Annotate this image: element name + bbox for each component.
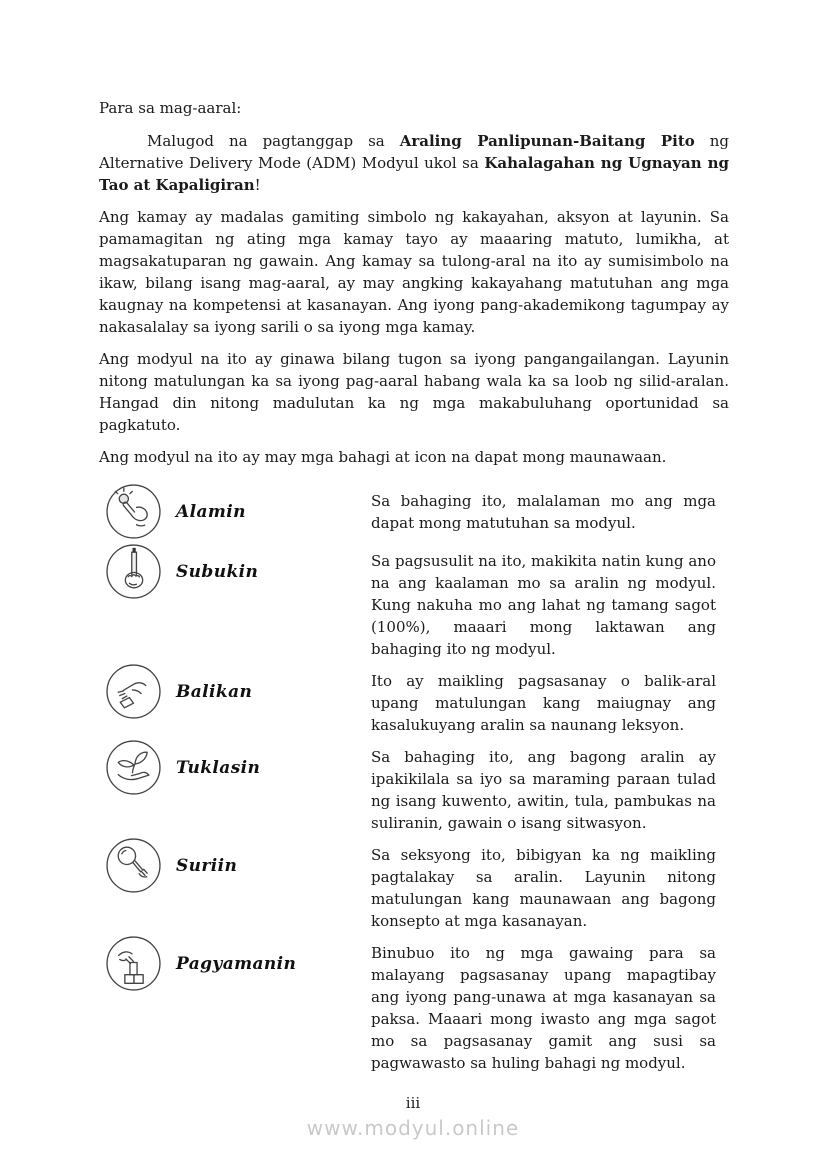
icons-intro-paragraph: Ang modyul na ito ay may mga bahagi at icon na dapat mong maunawaan. xyxy=(99,448,667,466)
row-left-suriin xyxy=(99,837,371,894)
salutation: Para sa mag-aaral: xyxy=(99,99,242,117)
section-description-tuklasin: Sa bahaging ito, ang bagong aralin ay ipakikilala sa iyo sa maraming paraan tulad ng isang kuwento, awitin, tula, pambukas na suliranin, gawain o isang sitwasyon. xyxy=(371,748,716,832)
watermark: www.modyul.online xyxy=(306,1116,520,1140)
icon-guide-row-pagyamanin xyxy=(99,935,729,1074)
section-description-balikan: Ito ay maikling pagsasanay o balik-aral upang matulungan kang maiugnay ang kasalukuyang aralin sa naunang leksyon. xyxy=(371,672,716,734)
section-description-subukin: Sa pagsusulit na ito, makikita natin kung ano na ang kaalaman mo sa aralin ng modyul. Kung nakuha mo ang lahat ng tamang sagot (100%), maaari mong laktawan ang bahaging ito ng modyul. xyxy=(371,552,716,658)
suriin-magnifier-icon xyxy=(105,837,162,894)
welcome-paragraph: Malugod na pagtanggap sa Araling Panlipunan-Baitang Pito ng Alternative Delivery Mode (ADM) Modyul ukol sa Kahalagahan ng Ugnayan ng Tao at Kapaligiran! xyxy=(99,132,729,194)
row-left-subukin xyxy=(99,543,371,600)
icon-guide-row-subukin xyxy=(99,543,729,660)
row-left-alamin xyxy=(99,483,371,540)
row-left-pagyamanin xyxy=(99,935,371,992)
page-number: iii xyxy=(405,1094,421,1112)
section-label-alamin: Alamin xyxy=(176,501,246,522)
section-description-pagyamanin: Binubuo ito ng mga gawaing para sa malayang pagsasanay upang mapagtibay ang iyong pang-unawa at mga kasanayan sa paksa. Maaari mong iwasto ang mga sagot mo sa pagsasanay gamit ang susi sa pagwawasto sa huling bahagi ng modyul. xyxy=(371,944,716,1072)
subukin-hand-pencil-icon xyxy=(105,543,162,600)
section-label-tuklasin: Tuklasin xyxy=(176,757,261,778)
alamin-hand-click-icon xyxy=(105,483,162,540)
section-description-alamin: Sa bahaging ito, malalaman mo ang mga dapat mong matutuhan sa modyul. xyxy=(371,492,716,532)
section-label-suriin: Suriin xyxy=(176,855,238,876)
module-purpose-paragraph: Ang modyul na ito ay ginawa bilang tugon sa iyong pangangailangan. Layunin nitong matulungan ka sa iyong pag-aaral habang wala ka sa loob ng silid-aralan. Hangad din nitong madulutan ka ng mga makabuluhang oportunidad sa pagkatuto. xyxy=(99,350,729,434)
section-label-balikan: Balikan xyxy=(176,681,253,702)
hand-symbol-paragraph: Ang kamay ay madalas gamiting simbolo ng kakayahan, aksyon at layunin. Sa pamamagitan ng ating mga kamay tayo ay maaaring matuto, lumikha, at magsakatuparan ng gawain. Ang kamay sa tulong-aral na ito ay sumisimbolo na ikaw, bilang isang mag-aaral, ay may angking kakayahang matutuhan ang mga kaugnay na kompetensi at kasanayan. Ang iyong pang-akademikong tagumpay ay nakasalalay sa iyong sarili o sa iyong mga kamay. xyxy=(99,208,729,336)
icon-guide-table xyxy=(99,483,729,1074)
icon-guide-row-alamin xyxy=(99,483,729,540)
icon-guide-row-suriin xyxy=(99,837,729,932)
icon-guide-row-tuklasin xyxy=(99,739,729,834)
section-label-pagyamanin: Pagyamanin xyxy=(176,953,297,974)
balikan-hand-paper-icon xyxy=(105,663,162,720)
pagyamanin-hand-blocks-icon xyxy=(105,935,162,992)
section-label-subukin: Subukin xyxy=(176,561,259,582)
row-left-balikan xyxy=(99,663,371,720)
section-description-suriin: Sa seksyong ito, bibigyan ka ng maikling pagtalakay sa aralin. Layunin nitong matulungan kang maunawaan ang bagong konsepto at mga kasanayan. xyxy=(371,846,716,930)
tuklasin-hand-sprout-icon xyxy=(105,739,162,796)
row-left-tuklasin xyxy=(99,739,371,796)
icon-guide-row-balikan xyxy=(99,663,729,736)
